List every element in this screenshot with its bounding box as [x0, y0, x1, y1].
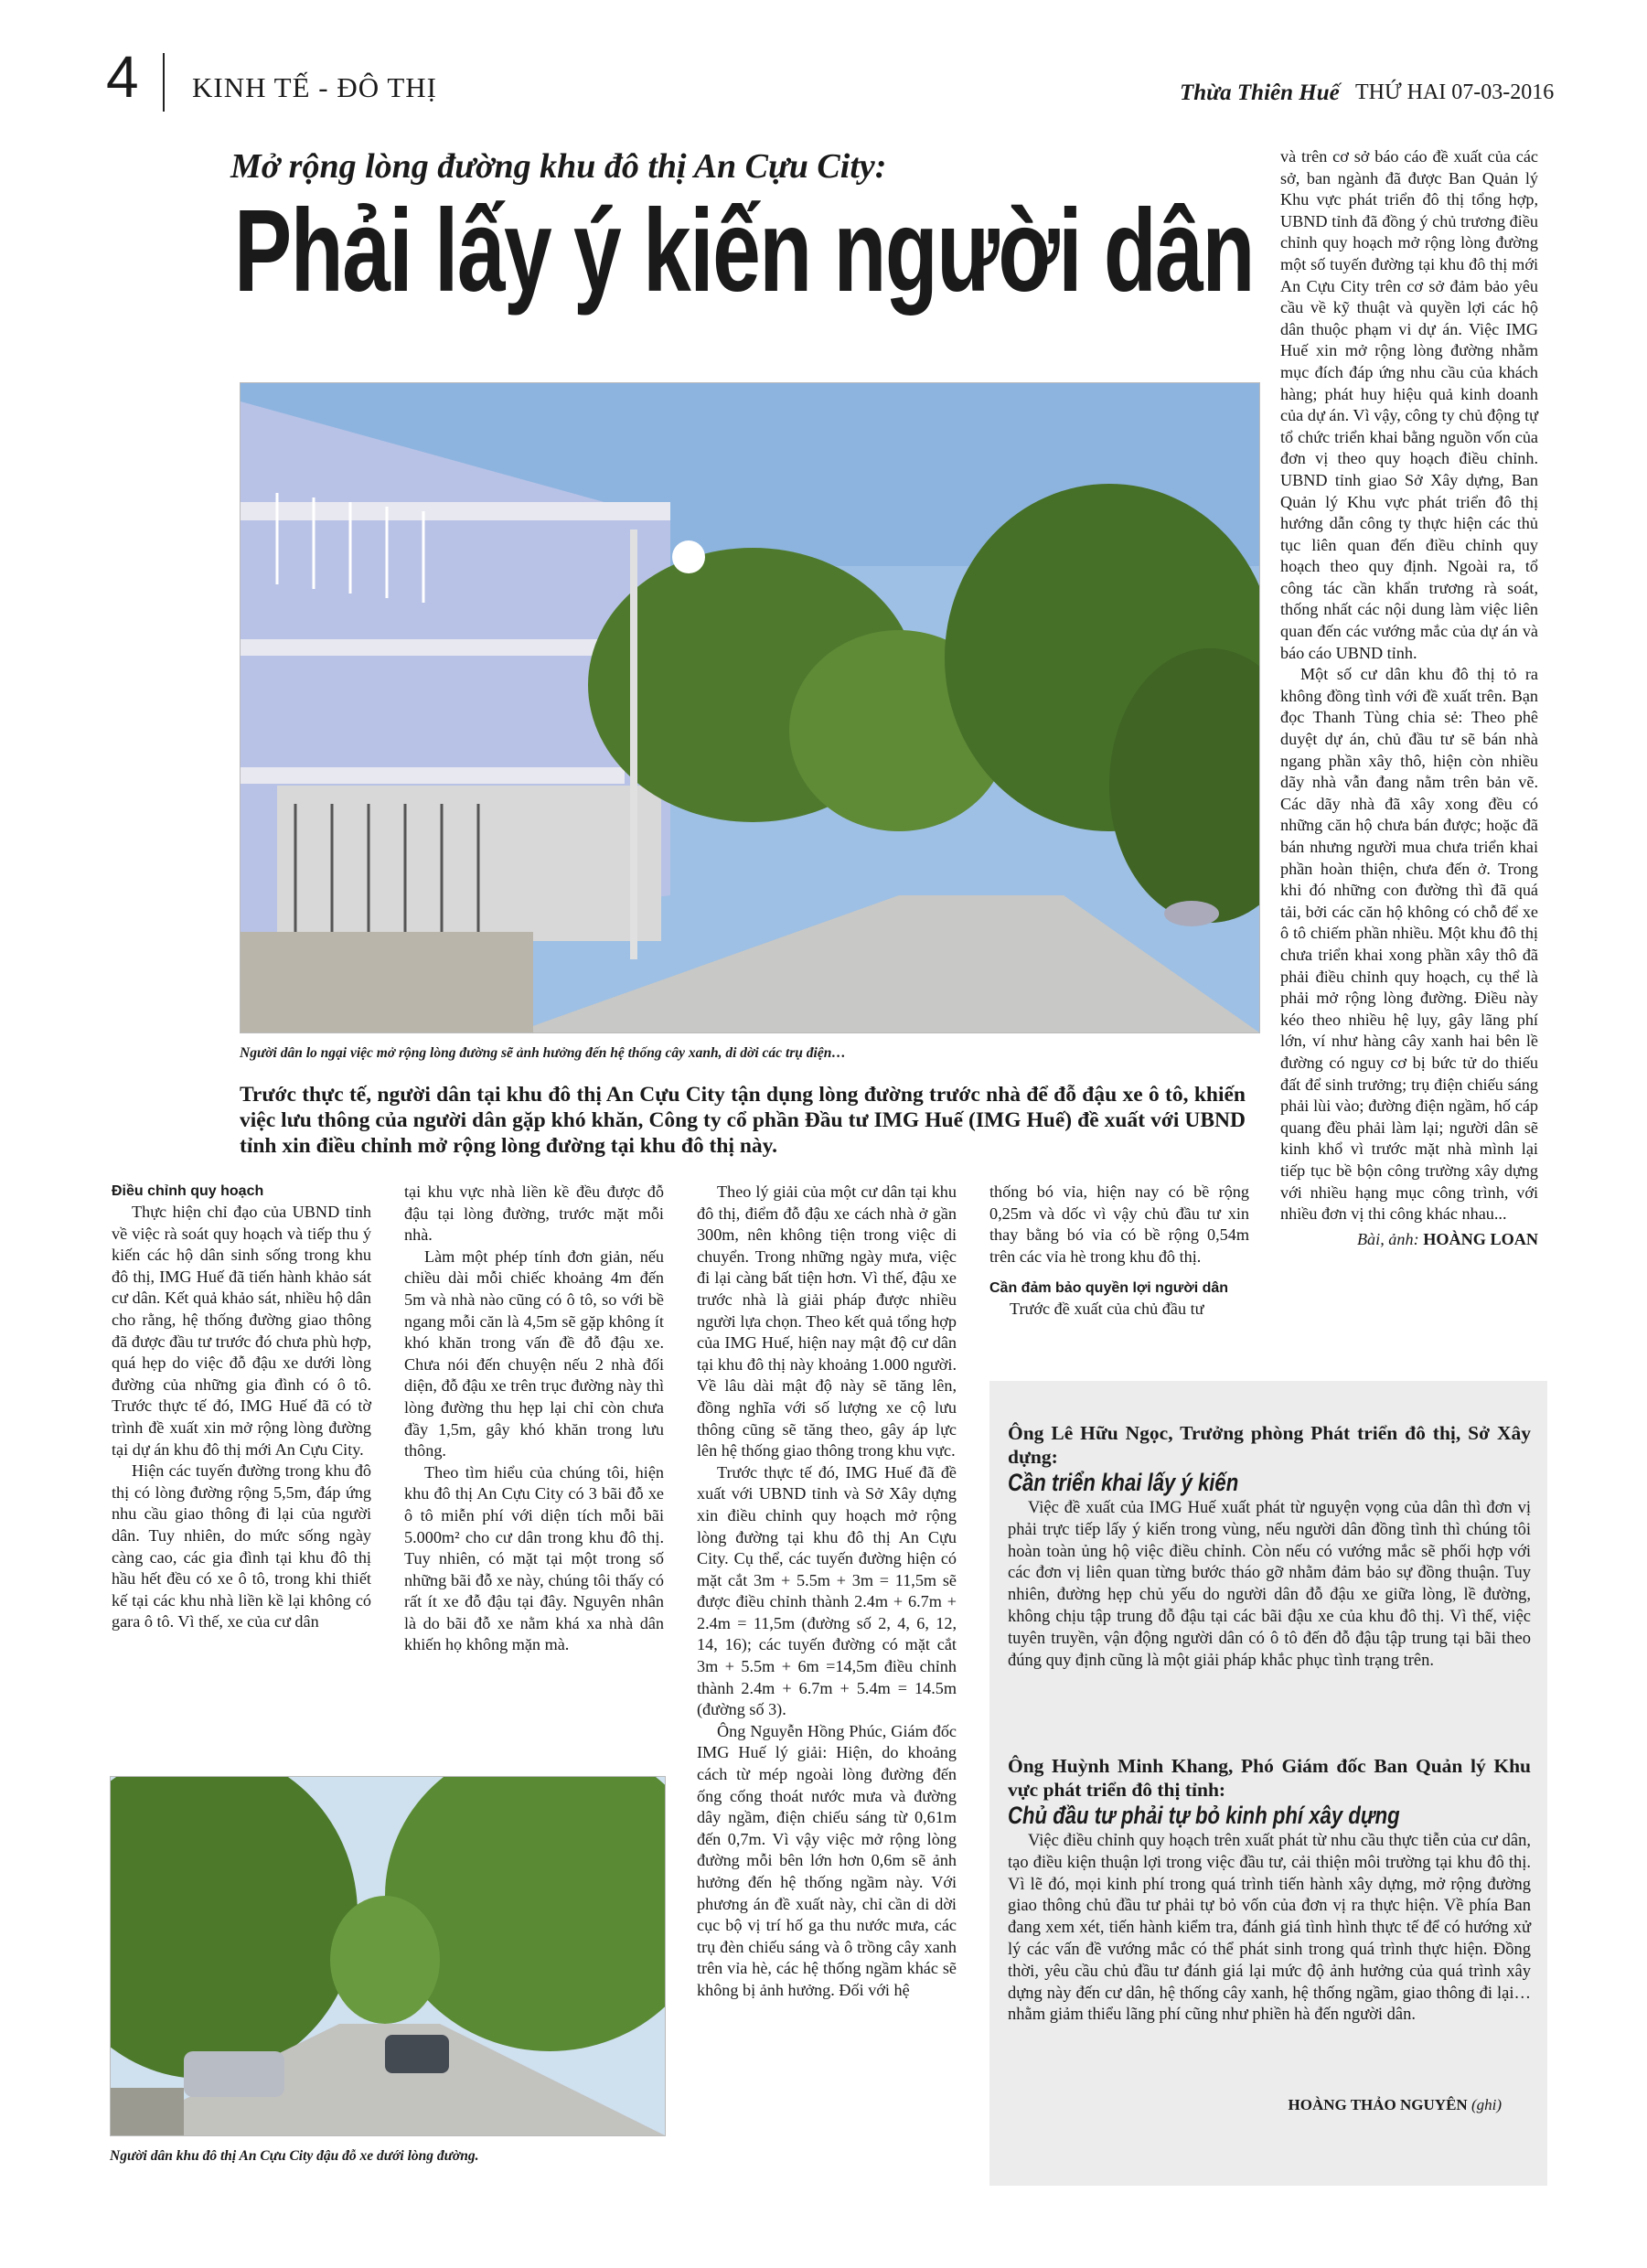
interview2-quote: Chủ đầu tư phải tự bỏ kinh phí xây dựng	[1008, 1802, 1400, 1829]
article-lead: Trước thực tế, người dân tại khu đô thị An Cựu City tận dụng lòng đường trước nhà để đỗ đậu xe ô tô, khiến việc lưu thông của người dân gặp khó khăn, Công ty cổ phần Đầu tư IMG Huế (IMG Huế) đề xuất với UBND tỉnh xin điều chỉnh mở rộng lòng đường tại khu đô thị này.	[240, 1083, 1246, 1158]
col3-paragraph: Trước thực tế đó, IMG Huế đã đề xuất với UBND tỉnh và Sở Xây dựng xin điều chỉnh quy hoạch mở rộng lòng đường tại khu đô thị An Cựu City. Cụ thể, các tuyến đường hiện có mặt cắt 3m + 5.5m + 3m = 11,5m sẽ được điều chỉnh thành 2.4m + 6.7m + 2.4m = 11,5m (đường số 2, 4, 6, 12, 14, 16); các tuyến đường có mặt cắt 3m + 5.5m + 6m =14,5m điều chỉnh thành 2.4m + 6.7m + 5.4m = 14.5m (đường số 3).	[697, 1462, 957, 1719]
interview1-speaker: Ông Lê Hữu Ngọc, Trưởng phòng Phát triển đô thị, Sở Xây dựng:	[1008, 1422, 1531, 1468]
column-1	[112, 1182, 371, 1633]
issue-date: THỨ HAI 07-03-2016	[1355, 80, 1555, 104]
col4-paragraph: thống bó vỉa, hiện nay có bề rộng 0,25m và dốc vì vậy chủ đầu tư xin thay bằng bó vỉa có bề rộng 0,54m trên các vỉa hè trong khu đô thị.	[989, 1182, 1249, 1266]
subhead-adjust-plan: Điều chỉnh quy hoạch	[112, 1183, 264, 1199]
interview-1	[1008, 1421, 1531, 1672]
col2-paragraph: Theo tìm hiểu của chúng tôi, hiện khu đô thị An Cựu City có 3 bãi đỗ xe ô tô miễn phí với diện tích mỗi bãi 5.000m² cho cư dân trong khu đô thị. Tuy nhiên, có mặt tại một trong số những bãi đỗ xe này, chúng tôi thấy có rất ít xe đỗ đậu tại đây. Nguyên nhân là do bãi đỗ xe nằm khá xa nhà dân khiến họ không mặn mà.	[404, 1462, 664, 1654]
interview-box	[989, 1381, 1547, 2186]
column-3	[697, 1182, 957, 2002]
col1-paragraph: Thực hiện chỉ đạo của UBND tỉnh về việc rà soát quy hoạch và tiếp thu ý kiến các hộ dân sinh sống trong khu đô thị, IMG Huế đã tiến hành khảo sát cư dân. Kết quả khảo sát, nhiều hộ dân cho rằng, hệ thống đường giao thông đã được đầu tư trước đó chưa phù hợp, quá hẹp do việc đỗ đậu xe dưới lòng đường của những gia đình có ô tô. Trước thực tế đó, IMG Huế đã có tờ trình đề xuất xin mở rộng lòng đường tại dự án khu đô thị mới An Cựu City.	[112, 1203, 371, 1459]
col1-paragraph: Hiện các tuyến đường trong khu đô thị có lòng đường rộng 5,5m, đáp ứng nhu cầu giao thông đi lại của người dân. Tuy nhiên, do mức sống ngày càng cao, các gia đình tại khu đô thị hầu hết đều có xe ô tô, trong khi thiết kế tại các khu nhà liền kề lại không có gara ô tô. Vì thế, xe của cư dân	[112, 1461, 371, 1631]
col3-paragraph: Theo lý giải của một cư dân tại khu đô thị, điểm đỗ đậu xe cách nhà ở gần 300m, nên không tiện trong việc di chuyển. Trong những ngày mưa, việc đi lại càng bất tiện hơn. Vì thế, đậu xe trước nhà là giải pháp được nhiều người lựa chọn. Theo kết quả tổng hợp của IMG Huế, hiện nay mật độ cư dân tại khu đô thị này khoảng 1.000 người. Về lâu dài mật độ này sẽ tăng lên, đồng nghĩa với số lượng xe cộ lưu thông cũng sẽ tăng theo, gây áp lực lên hệ thống giao thông trong khu vực.	[697, 1182, 957, 1460]
header-divider	[163, 53, 165, 112]
col3-paragraph: Ông Nguyễn Hồng Phúc, Giám đốc IMG Huế lý giải: Hiện, do khoảng cách từ mép ngoài lòng đường đến ống cống thoát nước mưa và đường dây ngầm, điện chiếu sáng từ 0,61m đến 0,7m. Vì vậy việc mở rộng lòng đường mỗi bên lớn hơn 0,6m sẽ ảnh hưởng đến hệ thống ngầm này. Với phương án đề xuất này, chỉ cần di dời cục bộ vị trí hố ga thu nước mưa, các trụ đèn chiếu sáng và ô trồng cây xanh trên vỉa hè, các hệ thống ngầm khác sẽ không bị ảnh hưởng. Đối với hệ	[697, 1721, 957, 1999]
byline	[1280, 1229, 1538, 1251]
article-headline: Phải lấy ý kiến người dân	[234, 186, 1254, 316]
photo2-caption: Người dân khu đô thị An Cựu City đậu đỗ xe dưới lòng đường.	[110, 2148, 479, 2164]
column-5	[1280, 146, 1538, 1250]
article-kicker: Mở rộng lòng đường khu đô thị An Cựu City:	[230, 147, 887, 186]
sidebar-credit-note: (ghi)	[1471, 2096, 1502, 2113]
sidebar-credit-name: HOÀNG THẢO NGUYÊN	[1288, 2096, 1468, 2113]
col5-paragraph: và trên cơ sở báo cáo đề xuất của các sở, ban ngành đã được Ban Quản lý Khu vực phát triển đô thị tổng hợp, UBND tỉnh đã đồng ý chủ trương điều chỉnh quy hoạch mở rộng lòng đường một số tuyến đường tại khu đô thị mới An Cựu City trên cơ sở đảm bảo yêu cầu về kỹ thuật và quyền lợi các hộ dân thuộc phạm vi dự án. Việc IMG Huế xin mở rộng lòng đường nhằm mục đích đáp ứng nhu cầu của khách hàng; phát huy hiệu quả kinh doanh của dự án. Vì vậy, công ty chủ động tự tổ chức triển khai bằng nguồn vốn của đơn vị theo quy hoạch điều chỉnh. UBND tỉnh giao Sở Xây dựng, Ban Quản lý Khu vực phát triển đô thị hướng dẫn công ty thực hiện các thủ tục liên quan đến điều chỉnh quy hoạch theo quy định. Ngoài ra, tổ công tác cần khẩn trương rà soát, thống nhất các nội dung làm việc liên quan đến các vướng mắc của dự án và báo cáo UBND tỉnh.	[1280, 147, 1538, 662]
street-photo-houses	[240, 382, 1260, 1033]
section-title: KINH TẾ - ĐÔ THỊ	[192, 71, 437, 103]
interview1-quote: Cần triển khai lấy ý kiến	[1008, 1469, 1239, 1496]
sidebar-credit	[1289, 2096, 1502, 2114]
interview1-text: Việc đề xuất của IMG Huế xuất phát từ nguyện vọng của dân thì đơn vị phải trực tiếp lấy ý kiến trong vùng, nếu người dân đồng tình thì chúng tôi hoàn toàn ủng hộ việc điều chỉnh. Còn nếu có vướng mắc sẽ phối hợp với các đơn vị liên quan từng bước tháo gỡ nhằm đảm bảo sự đồng thuận. Tuy nhiên, đường hẹp chủ yếu do người dân đỗ đậu xe giữa lòng, lề đường, không chịu tập trung đỗ đậu tại các bãi đậu xe của khu đô thị. Vì thế, việc tuyên truyền, vận động người dân có ô tô đến đỗ đậu tập trung tại bãi theo đúng quy định cũng là một giải pháp khắc phục tình trạng trên.	[1008, 1499, 1531, 1670]
interview2-text: Việc điều chỉnh quy hoạch trên xuất phát từ nhu cầu thực tiễn của cư dân, tạo điều kiện thuận lợi trong việc đầu tư, cải thiện môi trường tại khu đô thị. Vì lẽ đó, mọi kinh phí trong quá trình tiến hành xây dựng, mở rộng đường giao thông chủ đầu tư phải tự bỏ vốn của đơn vị ra thực hiện. Về phía Ban đang xem xét, tiến hành kiểm tra, đánh giá tình hình thực tế để có hướng xử lý các vấn đề vướng mắc có thể phát sinh trong quá trình thực hiện. Đồng thời, yêu cầu chủ đầu tư đánh giá lại mức độ ảnh hưởng của quá trình xây dựng này đến cư dân, hệ thống cây xanh, hệ thống ngầm, giao thông đi lại… nhằm giảm thiểu lãng phí cũng như phiền hà đến người dân.	[1008, 1832, 1531, 2025]
column-2	[404, 1182, 664, 1656]
photo1-caption: Người dân lo ngại việc mở rộng lòng đường sẽ ảnh hưởng đến hệ thống cây xanh, di dời các trụ điện…	[240, 1045, 846, 1061]
byline-name: HOÀNG LOAN	[1423, 1229, 1538, 1248]
interview2-speaker: Ông Huỳnh Minh Khang, Phó Giám đốc Ban Quản lý Khu vực phát triển đô thị tỉnh:	[1008, 1755, 1531, 1801]
paper-name: Thừa Thiên Huế	[1180, 80, 1340, 105]
column-4	[989, 1182, 1249, 1321]
street-photo-parked-cars	[110, 1776, 666, 2136]
subhead-protect-rights: Cần đảm bảo quyền lợi người dân	[989, 1280, 1229, 1297]
interview-2	[1008, 1754, 1531, 2027]
col5-paragraph: Một số cư dân khu đô thị tỏ ra không đồng tình với đề xuất trên. Bạn đọc Thanh Tùng chia sẻ: Theo phê duyệt dự án, chủ đầu tư sẽ bán nhà ngang phần xây thô, hiện còn nhiều dãy nhà vẫn đang nằm trên bản vẽ. Các dãy nhà đã xây xong đều có những căn hộ chưa bán được; hoặc đã bán nhưng người mua chưa triển khai phần hoàn thiện, chưa đến ở. Trong khi đó những con đường thì đã quá tải, bởi các căn hộ không có chỗ để xe ô tô chiếm phần nhiều. Một khu đô thị chưa triển khai xong phần xây thô đã phải điều chỉnh quy hoạch, cụ thể là phải mở rộng lòng đường. Điều này kéo theo nhiều hệ lụy, gây lãng phí lớn, ví như hàng cây xanh hai bên lề đường có nguy cơ bị bức tử do thiếu đất để sinh trưởng; trụ điện chiếu sáng phải lùi vào; đường điện ngầm, hố cáp quang đều phải làm lại; người dân sẽ kinh khổ vì trước mặt nhà mình lại tiếp tục bề bộn công trường xây dựng với nhiều hạng mục công trình, với nhiều đơn vị thi công khác nhau...	[1280, 665, 1538, 1224]
col2-paragraph: Làm một phép tính đơn giản, nếu chiều dài mỗi chiếc khoảng 4m đến 5m và nhà nào cũng có ô tô, so với bề ngang mỗi căn là 4,5m sẽ gặp không ít khó khăn trong vấn đề đỗ đậu xe. Chưa nói đến chuyện nếu 2 nhà đối diện, đỗ đậu xe trên trục đường này thì lòng đường thu hẹp lại chỉ còn chưa đầy 1,5m, gây khó khăn trong lưu thông.	[404, 1246, 664, 1460]
byline-prefix: Bài, ảnh:	[1356, 1229, 1419, 1248]
page-number: 4	[106, 44, 139, 110]
col4-paragraph: Trước đề xuất của chủ đầu tư	[1010, 1300, 1204, 1319]
col2-paragraph: tại khu vực nhà liền kề đều được đỗ đậu tại lòng đường, trước mặt mỗi nhà.	[404, 1182, 664, 1245]
